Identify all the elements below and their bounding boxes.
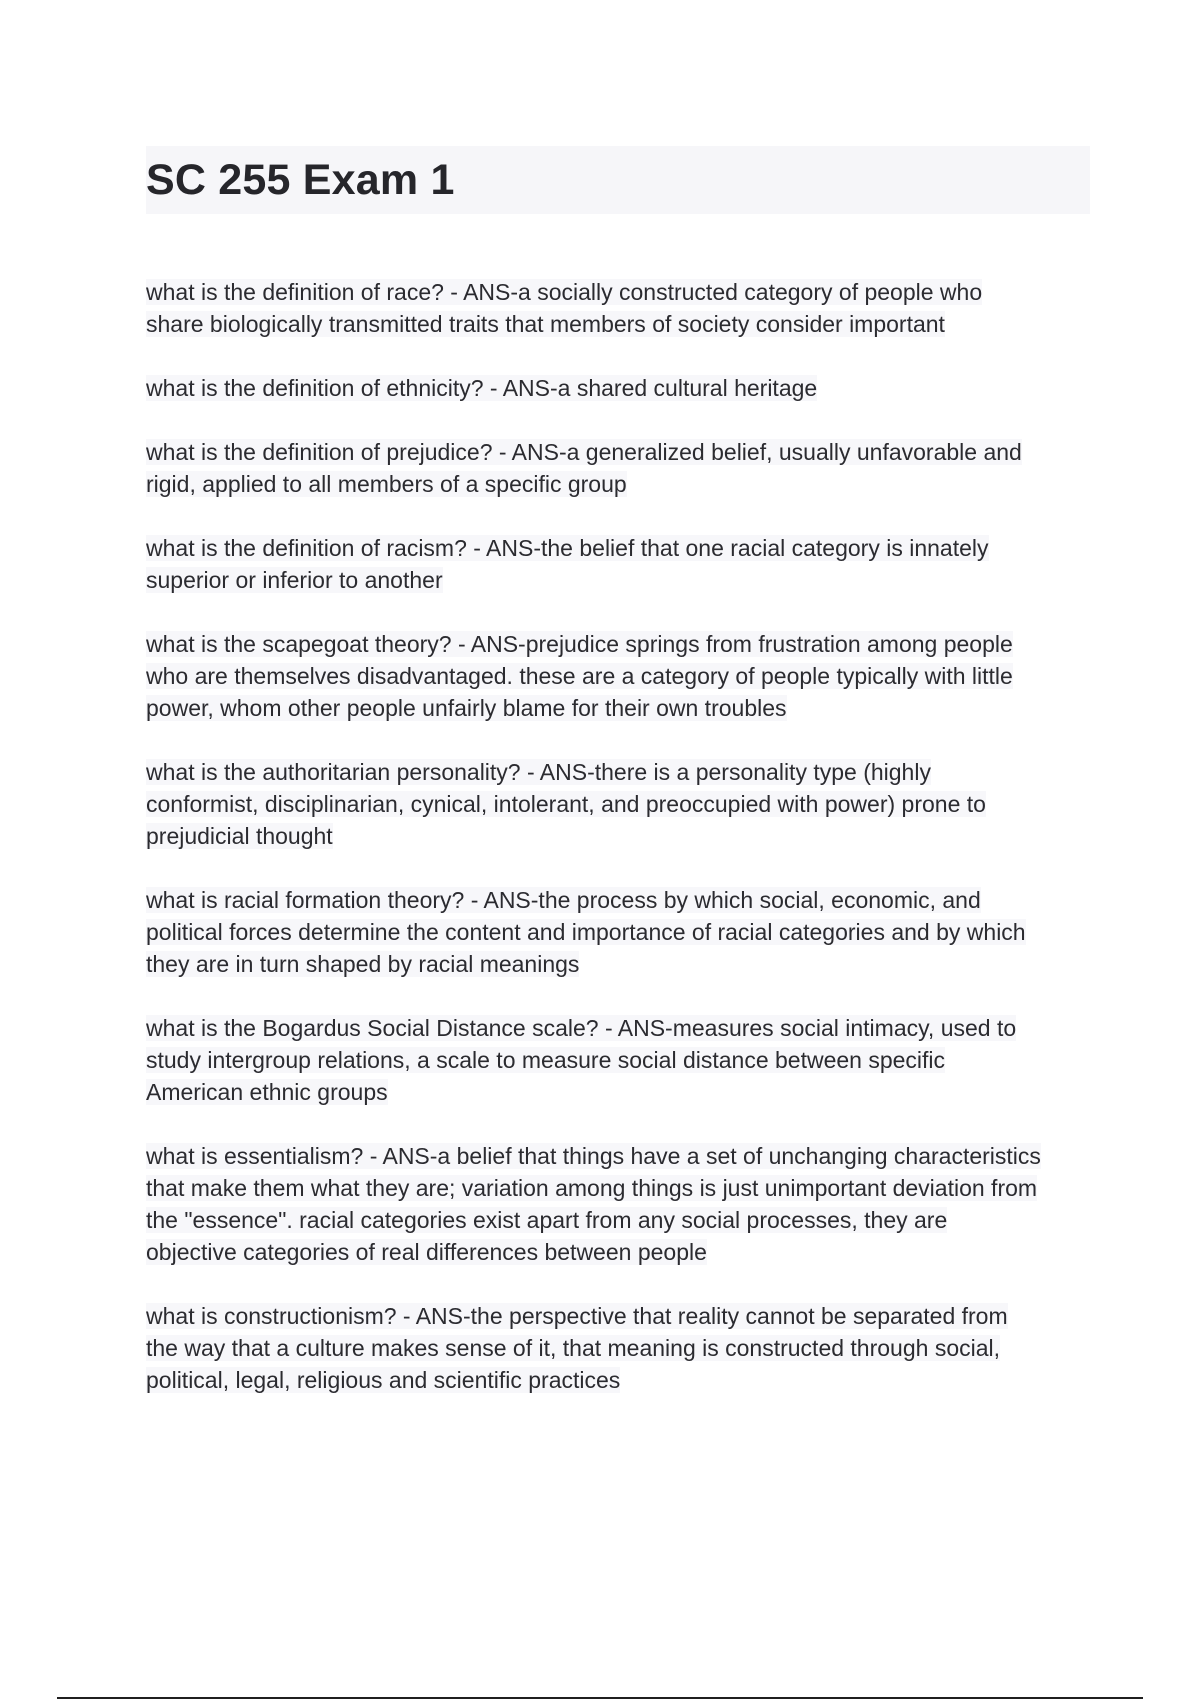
qa-line: what is the scapegoat theory? - ANS-prejudice springs from frustration among people — [146, 631, 1013, 657]
qa-line: what is the definition of race? - ANS-a socially constructed category of people who — [146, 279, 983, 305]
qa-entry-race — [146, 276, 1096, 340]
qa-line: superior or inferior to another — [146, 567, 443, 593]
qa-line: what is the definition of racism? - ANS-the belief that one racial category is innately — [146, 535, 989, 561]
qa-line: political forces determine the content and importance of racial categories and by which — [146, 919, 1026, 945]
qa-entry-authoritarian-personality — [146, 756, 1096, 852]
qa-entry-bogardus-scale — [146, 1012, 1096, 1108]
qa-line: the "essence". racial categories exist apart from any social processes, they are — [146, 1207, 948, 1233]
qa-entry-prejudice — [146, 436, 1096, 500]
qa-line: American ethnic groups — [146, 1079, 388, 1105]
qa-line: objective categories of real differences between people — [146, 1239, 707, 1265]
qa-line: political, legal, religious and scientific practices — [146, 1367, 621, 1393]
qa-entry-scapegoat-theory — [146, 628, 1096, 724]
qa-line: what is essentialism? - ANS-a belief that things have a set of unchanging characteristics — [146, 1143, 1041, 1169]
qa-line: conformist, disciplinarian, cynical, intolerant, and preoccupied with power) prone to — [146, 791, 986, 817]
qa-entry-racism — [146, 532, 1096, 596]
qa-line: study intergroup relations, a scale to measure social distance between specific — [146, 1047, 946, 1073]
qa-line: what is the authoritarian personality? - ANS-there is a personality type (highly — [146, 759, 931, 785]
qa-line: what is racial formation theory? - ANS-the process by which social, economic, and — [146, 887, 981, 913]
qa-entry-racial-formation-theory — [146, 884, 1096, 980]
qa-list — [146, 276, 1096, 1428]
qa-line: the way that a culture makes sense of it, that meaning is constructed through social, — [146, 1335, 1001, 1361]
qa-line: what is the definition of ethnicity? - ANS-a shared cultural heritage — [146, 375, 818, 401]
qa-line: they are in turn shaped by racial meanings — [146, 951, 580, 977]
qa-line: prejudicial thought — [146, 823, 333, 849]
page-title: SC 255 Exam 1 — [146, 156, 455, 204]
qa-line: that make them what they are; variation among things is just unimportant deviation from — [146, 1175, 1038, 1201]
qa-line: share biologically transmitted traits that members of society consider important — [146, 311, 945, 337]
qa-line: rigid, applied to all members of a specific group — [146, 471, 627, 497]
footer-rule — [57, 1697, 1143, 1699]
qa-line: who are themselves disadvantaged. these are a category of people typically with little — [146, 663, 1013, 689]
qa-line: what is the definition of prejudice? - ANS-a generalized belief, usually unfavorable and — [146, 439, 1022, 465]
qa-entry-ethnicity — [146, 372, 1096, 404]
qa-line: what is constructionism? - ANS-the perspective that reality cannot be separated from — [146, 1303, 1008, 1329]
qa-entry-essentialism — [146, 1140, 1096, 1268]
qa-entry-constructionism — [146, 1300, 1096, 1396]
qa-line: power, whom other people unfairly blame for their own troubles — [146, 695, 787, 721]
qa-line: what is the Bogardus Social Distance scale? - ANS-measures social intimacy, used to — [146, 1015, 1017, 1041]
